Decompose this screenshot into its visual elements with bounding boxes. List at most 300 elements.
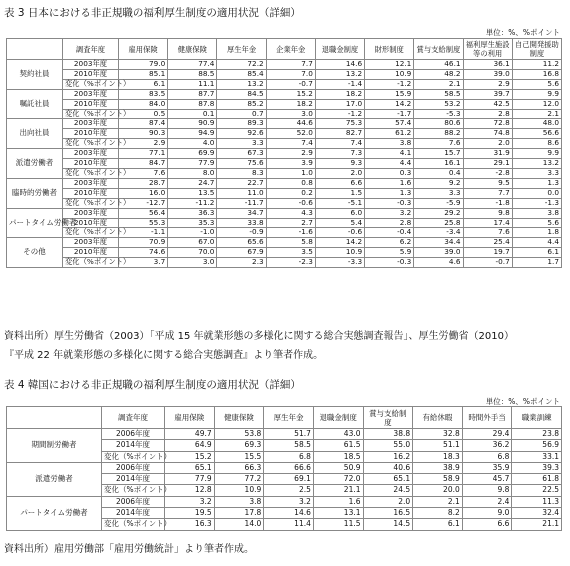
table3-value-cell: 34.7 [217,208,266,218]
table4-year-cell: 2006年度 [102,429,165,440]
table3-value-cell: 84.0 [119,99,168,109]
table3-value-cell: -0.6 [266,198,315,208]
table4-row [7,429,562,440]
table3-header-col: 厚生年金 [217,39,266,60]
table3-value-cell: 80.6 [414,119,463,129]
table3-value-cell: 3.0 [266,109,315,119]
table3-value-cell: 3.7 [119,258,168,268]
table4-value-cell: 23.8 [512,429,562,440]
table3-year-cell: 2010年度 [63,159,119,169]
table3-value-cell: 31.9 [463,149,512,159]
table3-row [7,149,562,159]
table3-year-cell: 2010年度 [63,129,119,139]
table4-value-cell: 17.8 [214,508,264,519]
table3-value-cell: -1.3 [512,198,561,208]
table4-value-cell: 18.5 [313,451,363,462]
table3-value-cell: -1.0 [168,228,217,238]
table3-value-cell: 7.3 [315,149,364,159]
table4-value-cell: 9.8 [462,485,512,496]
table4-value-cell: 6.6 [462,519,512,530]
table3-year-cell: 2003年度 [63,208,119,218]
table3-value-cell: 42.5 [463,99,512,109]
table3-row [7,89,562,99]
table3-value-cell: 92.6 [217,129,266,139]
table3-value-cell: 69.9 [168,149,217,159]
table3-value-cell: 9.2 [414,178,463,188]
table3-value-cell: -0.3 [365,258,414,268]
table3-value-cell: 14.2 [315,238,364,248]
table4-row [7,496,562,507]
table3-group-label: 出向社員 [7,119,63,149]
table3-header-col: 財形制度 [365,39,414,60]
table4-header-col: 職業訓練 [512,407,562,429]
table3-value-cell: -2.3 [266,258,315,268]
table3-value-cell: 0.0 [512,188,561,198]
table3-value-cell: 35.3 [168,218,217,228]
table3-value-cell: -0.6 [315,228,364,238]
table3-value-cell: 85.2 [217,99,266,109]
table4-value-cell: 1.6 [313,496,363,507]
table3-value-cell: 4.4 [365,159,414,169]
table3-body [7,60,562,268]
table3-value-cell: 18.2 [315,89,364,99]
table4-value-cell: 39.3 [512,462,562,473]
table4-value-cell: 19.5 [165,508,215,519]
table3-year-cell: 変化（%ポイント） [63,228,119,238]
table3-value-cell: 2.3 [217,258,266,268]
table3-row [7,188,562,198]
table4-value-cell: 51.1 [413,440,463,451]
table3-value-cell: 4.4 [512,238,561,248]
table4-value-cell: 61.5 [313,440,363,451]
table3-value-cell: -3.3 [315,258,364,268]
table3-value-cell: 24.7 [168,178,217,188]
table3-value-cell: 82.7 [315,129,364,139]
table3-value-cell: 88.2 [414,129,463,139]
table4-source: 資料出所）雇用労働部「雇用労働統計」より筆者作成。 [4,544,254,555]
table4-value-cell: 9.0 [462,508,512,519]
table3-header-corner [7,39,63,60]
table4-value-cell: 40.6 [363,462,413,473]
table4-value-cell: 16.3 [165,519,215,530]
table3-unit: 単位：%、%ポイント [485,28,560,37]
table4-value-cell: 56.9 [512,440,562,451]
table4-value-cell: 35.9 [462,462,512,473]
table3-value-cell: 0.5 [119,109,168,119]
table3-value-cell: 2.8 [365,218,414,228]
table3-value-cell: 28.7 [119,178,168,188]
table3-value-cell: 3.3 [414,188,463,198]
table4-value-cell: 14.0 [214,519,264,530]
table4-year-cell: 2014年度 [102,508,165,519]
table3-value-cell: 10.9 [365,69,414,79]
table3-value-cell: -0.4 [365,228,414,238]
table3-value-cell: 9.3 [315,159,364,169]
table3-value-cell: 0.7 [217,109,266,119]
table3-value-cell: 16.1 [414,159,463,169]
table3-header-col: 賞与支給制度 [414,39,463,60]
table3-value-cell: 1.5 [315,188,364,198]
table4-value-cell: 21.1 [313,485,363,496]
table3-value-cell: 5.6 [512,218,561,228]
table3-header-col: 自己開発援助制度 [512,39,561,60]
table3-value-cell: 75.6 [217,159,266,169]
table3-value-cell: -2.8 [463,168,512,178]
table3-value-cell: 56.4 [119,208,168,218]
table3-header-col: 企業年金 [266,39,315,60]
table4-value-cell: 77.2 [214,474,264,485]
table3-value-cell: 6.1 [512,248,561,258]
table3-value-cell: 4.0 [168,139,217,149]
table3-value-cell: 90.9 [168,119,217,129]
table3-value-cell: 1.0 [266,168,315,178]
table4-value-cell: 32.4 [512,508,562,519]
table3-value-cell: 2.9 [266,149,315,159]
table4-value-cell: 51.7 [264,429,314,440]
table3-value-cell: 1.8 [512,228,561,238]
table4-value-cell: 15.2 [165,451,215,462]
table3-value-cell: 2.0 [315,168,364,178]
table3-value-cell: 3.5 [266,248,315,258]
table3-value-cell: 4.1 [365,149,414,159]
table4-value-cell: 22.5 [512,485,562,496]
table3-value-cell: 89.3 [217,119,266,129]
table4-value-cell: 77.9 [165,474,215,485]
table4-value-cell: 14.6 [264,508,314,519]
table4-header-year: 調査年度 [102,407,165,429]
table4-value-cell: 61.8 [512,474,562,485]
table3-value-cell: 7.6 [463,228,512,238]
table3-value-cell: 36.1 [463,60,512,70]
table4-value-cell: 13.1 [313,508,363,519]
table3-value-cell: 74.6 [119,248,168,258]
table3-value-cell: -12.7 [119,198,168,208]
table3-value-cell: 11.1 [168,79,217,89]
table3-value-cell: -11.2 [168,198,217,208]
table4-value-cell: 6.8 [462,451,512,462]
table3-value-cell: 17.0 [315,99,364,109]
table3-value-cell: 8.3 [217,168,266,178]
table3-year-cell: 2003年度 [63,149,119,159]
table3-value-cell: -1.8 [463,198,512,208]
table4-value-cell: 36.2 [462,440,512,451]
table3-value-cell: 3.8 [365,139,414,149]
table3-value-cell: 5.6 [512,79,561,89]
table3-row [7,168,562,178]
table3-group-label: 派遣労働者 [7,149,63,179]
table3-value-cell: 74.8 [463,129,512,139]
table3-value-cell: 0.4 [414,168,463,178]
table3-value-cell: 2.0 [463,139,512,149]
table3-header-row [7,39,562,60]
table3-value-cell: 72.8 [463,119,512,129]
table4-value-cell: 11.3 [512,496,562,507]
table3-row [7,258,562,268]
table3-value-cell: 22.7 [217,178,266,188]
table4-value-cell: 2.4 [462,496,512,507]
table3-value-cell: 7.4 [315,139,364,149]
table3-value-cell: 29.1 [463,159,512,169]
table4-value-cell: 3.8 [214,496,264,507]
table3-row [7,109,562,119]
table4-value-cell: 29.4 [462,429,512,440]
table3-value-cell: -1.6 [266,228,315,238]
table4-value-cell: 3.2 [165,496,215,507]
table3-row [7,129,562,139]
table4-year-cell: 2006年度 [102,496,165,507]
table3-value-cell: 3.2 [365,208,414,218]
table3-value-cell: 7.7 [463,188,512,198]
table4-title: 表 4 韓国における非正規職の福利厚生制度の適用状況（詳細） [4,379,301,391]
table4-year-cell: 変化（%ポイント） [102,519,165,530]
table3-row [7,228,562,238]
table3-value-cell: 16.0 [119,188,168,198]
table3-row [7,208,562,218]
table3-value-cell: 57.4 [365,119,414,129]
table4-value-cell: 66.6 [264,462,314,473]
table3-row [7,99,562,109]
table3-source-line2: 『平成 22 年就業形態の多様化に関する総合実態調査』より筆者作成。 [4,350,324,361]
table3-value-cell: 48.0 [512,119,561,129]
table3-value-cell: -0.7 [463,258,512,268]
table3-value-cell: 44.6 [266,119,315,129]
table3-value-cell: 6.6 [315,178,364,188]
table3-year-cell: 2010年度 [63,218,119,228]
table4-value-cell: 55.0 [363,440,413,451]
table3-value-cell: 58.5 [414,89,463,99]
table3-value-cell: 46.1 [414,60,463,70]
table4-value-cell: 69.3 [214,440,264,451]
table3-value-cell: 55.3 [119,218,168,228]
table3-source-line1: 資料出所）厚生労働省（2003）「平成 15 年就業形態の多様化に関する総合実態調査報告」、厚生労働省（2010） [4,331,514,342]
table3-value-cell: 5.4 [315,218,364,228]
table3-value-cell: 90.3 [119,129,168,139]
table3-value-cell: 7.6 [119,168,168,178]
table3-value-cell: 2.7 [266,218,315,228]
table3-value-cell: 9.5 [463,178,512,188]
table3-value-cell: 94.9 [168,129,217,139]
table4-header-col: 厚生年金 [264,407,314,429]
table3-value-cell: 4.6 [414,258,463,268]
table3-year-cell: 2010年度 [63,69,119,79]
table3-year-cell: 2003年度 [63,60,119,70]
table3-value-cell: 15.7 [414,149,463,159]
table3-value-cell: 33.8 [217,218,266,228]
table3-value-cell: 87.4 [119,119,168,129]
table3-value-cell: 39.0 [463,69,512,79]
table4-value-cell: 14.5 [363,519,413,530]
table3-group-label: 契約社員 [7,60,63,90]
table4-value-cell: 65.1 [165,462,215,473]
table3-value-cell: 11.0 [217,188,266,198]
table3-value-cell: 39.0 [414,248,463,258]
table3-row [7,79,562,89]
table3-value-cell: 85.1 [119,69,168,79]
table3-value-cell: 61.2 [365,129,414,139]
table4-value-cell: 20.0 [413,485,463,496]
table4-value-cell: 43.0 [313,429,363,440]
table3-group-label: 嘱託社員 [7,89,63,119]
table4-value-cell: 58.9 [413,474,463,485]
table3-value-cell: 77.1 [119,149,168,159]
table3-value-cell: 56.6 [512,129,561,139]
table3-value-cell: 4.3 [266,208,315,218]
table4-value-cell: 66.3 [214,462,264,473]
table3-value-cell: 0.3 [365,168,414,178]
table3-value-cell: 3.9 [266,159,315,169]
table3-value-cell: 88.5 [168,69,217,79]
table3-value-cell: 7.4 [266,139,315,149]
table4-group-label: パートタイム労働者 [7,496,102,530]
table3-row [7,198,562,208]
table3-year-cell: 変化（%ポイント） [63,168,119,178]
table3-value-cell: 84.7 [119,159,168,169]
table3-row [7,178,562,188]
table3-value-cell: 8.0 [168,168,217,178]
table3-header-col: 福利厚生施設等の利用 [463,39,512,60]
table3-value-cell: -0.7 [266,79,315,89]
table3-value-cell: 7.7 [266,60,315,70]
table3-row [7,159,562,169]
table3-value-cell: -0.9 [217,228,266,238]
table3-value-cell: 9.9 [512,149,561,159]
table4-header-corner [7,407,102,429]
table4-group-label: 派遣労働者 [7,462,102,496]
table3-value-cell: 17.4 [463,218,512,228]
table3-value-cell: 15.2 [266,89,315,99]
table3-value-cell: 13.5 [168,188,217,198]
table3-value-cell: 29.2 [414,208,463,218]
table3-row [7,119,562,129]
table3-row [7,139,562,149]
table4-value-cell: 38.8 [363,429,413,440]
table3-year-cell: 変化（%ポイント） [63,139,119,149]
table3-year-cell: 変化（%ポイント） [63,109,119,119]
table3-value-cell: 0.2 [266,188,315,198]
table4-header-col: 有給休暇 [413,407,463,429]
table4-year-cell: 変化（%ポイント） [102,485,165,496]
table3-value-cell: 6.1 [119,79,168,89]
table3-value-cell: 5.9 [365,248,414,258]
table3-value-cell: 3.3 [512,168,561,178]
table4-header-row [7,407,562,429]
table3-value-cell: 39.7 [463,89,512,99]
table3-value-cell: 1.3 [512,178,561,188]
table4-value-cell: 38.9 [413,462,463,473]
table4-value-cell: 2.0 [363,496,413,507]
table3-group-label: パートタイム労働者 [7,208,63,238]
table4-value-cell: 24.5 [363,485,413,496]
table3-value-cell: 2.1 [512,109,561,119]
table4-header-col: 雇用保険 [165,407,215,429]
table4-value-cell: 6.8 [264,451,314,462]
table3-value-cell: 84.5 [217,89,266,99]
table4-value-cell: 2.1 [413,496,463,507]
table3-year-cell: 2010年度 [63,248,119,258]
table3-value-cell: -1.7 [365,109,414,119]
table4-value-cell: 8.2 [413,508,463,519]
table4-group-label: 期間制労働者 [7,429,102,463]
table3-value-cell: 7.6 [414,139,463,149]
table4-value-cell: 64.9 [165,440,215,451]
table3-value-cell: 25.8 [414,218,463,228]
table3-value-cell: -5.1 [315,198,364,208]
table3-value-cell: -0.3 [365,198,414,208]
table3-value-cell: -5.3 [414,109,463,119]
table3-value-cell: 65.6 [217,238,266,248]
table3-value-cell: 12.0 [512,99,561,109]
table3-value-cell: -1.2 [315,109,364,119]
table4-value-cell: 16.5 [363,508,413,519]
table3-title: 表 3 日本における非正規職の福利厚生制度の適用状況（詳細） [4,7,301,19]
table3-value-cell: 1.7 [512,258,561,268]
table3-group-label: その他 [7,238,63,268]
table3-value-cell: 67.3 [217,149,266,159]
table3-value-cell: -5.9 [414,198,463,208]
table3-group-label: 臨時的労働者 [7,178,63,208]
table4-value-cell: 69.1 [264,474,314,485]
table3-value-cell: 67.9 [217,248,266,258]
table3-value-cell: 1.3 [365,188,414,198]
table3-value-cell: 9.9 [512,89,561,99]
table3-value-cell: 75.3 [315,119,364,129]
table3-value-cell: 83.5 [119,89,168,99]
table3-value-cell: 34.4 [414,238,463,248]
table3-value-cell: 12.1 [365,60,414,70]
table4-value-cell: 53.8 [214,429,264,440]
table4-value-cell: 49.7 [165,429,215,440]
table4 [6,406,562,531]
table3-value-cell: 77.9 [168,159,217,169]
table3 [6,38,562,268]
table3-year-cell: 2003年度 [63,89,119,99]
table3-value-cell: 11.2 [512,60,561,70]
table4-value-cell: 15.5 [214,451,264,462]
table3-value-cell: 14.2 [365,99,414,109]
table3-row [7,60,562,70]
table3-value-cell: 14.6 [315,60,364,70]
table3-row [7,218,562,228]
table3-value-cell: 3.0 [168,258,217,268]
table3-value-cell: 15.9 [365,89,414,99]
table4-value-cell: 12.8 [165,485,215,496]
table3-value-cell: 87.8 [168,99,217,109]
table4-value-cell: 3.2 [264,496,314,507]
table3-value-cell: 5.8 [266,238,315,248]
table3-value-cell: 79.0 [119,60,168,70]
table3-value-cell: 9.8 [463,208,512,218]
table3-value-cell: 3.3 [217,139,266,149]
table3-value-cell: 19.7 [463,248,512,258]
table3-value-cell: 1.6 [365,178,414,188]
table3-year-cell: 2003年度 [63,178,119,188]
table4-value-cell: 72.0 [313,474,363,485]
table4-year-cell: 2006年度 [102,462,165,473]
table3-value-cell: 6.2 [365,238,414,248]
table4-header-col: 賞与支給制度 [363,407,413,429]
table3-header-col: 退職金制度 [315,39,364,60]
table3-value-cell: 25.4 [463,238,512,248]
table3-row [7,69,562,79]
table4-header-col: 時間外手当 [462,407,512,429]
table3-value-cell: 2.8 [463,109,512,119]
table3-value-cell: 72.2 [217,60,266,70]
table3-value-cell: -1.4 [315,79,364,89]
table3-value-cell: 7.0 [266,69,315,79]
table4-value-cell: 33.1 [512,451,562,462]
table4-value-cell: 2.5 [264,485,314,496]
table3-value-cell: 87.7 [168,89,217,99]
